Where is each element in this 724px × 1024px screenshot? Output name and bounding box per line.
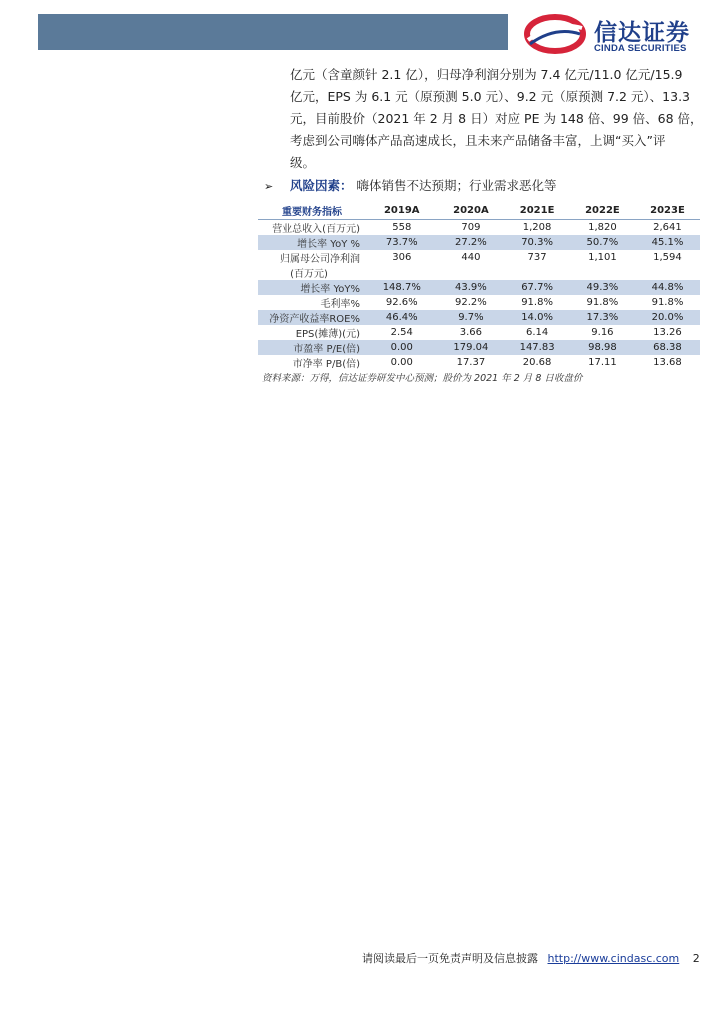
bullet-arrow-icon: ➢ [264,180,274,193]
column-header: 2023E [635,202,700,220]
table-row [258,250,700,265]
table-cell: 558 [392,222,412,233]
table-cell [635,265,700,280]
table-cell: 92.6% [385,297,418,308]
cinda-emblem-icon [522,12,588,56]
table-cell: 0.00 [366,340,438,355]
table-cell: 92.2% [455,297,487,308]
table-cell: 13.68 [653,357,682,368]
table-cell: 179.04 [438,340,505,355]
website-link[interactable]: http://www.cindasc.com [547,952,680,965]
table-cell: 20.68 [522,357,552,368]
table-cell: 43.9% [438,280,505,295]
table-cell: 2,641 [653,222,682,233]
column-header: 2019A [366,202,438,220]
table-cell: 1,101 [588,252,617,263]
table-row [258,220,700,236]
table-row [258,295,700,310]
row-label: 毛利率% [320,299,360,310]
table-cell: 17.37 [456,357,486,368]
header-bar [38,14,508,50]
row-label: 市净率 P/B(倍) [292,359,360,370]
table-cell [504,265,570,280]
column-header: 重要财务指标 [258,202,366,220]
table-cell [366,265,438,280]
table-row [258,310,700,325]
body-line: 亿元，EPS 为 6.1 元（原预测 5.0 元）、9.2 元（原预测 7.2 元）、13.3 [290,89,691,104]
row-label: 净资产收益率ROE% [258,310,366,325]
body-line: 元，目前股价（2021 年 2 月 8 日）对应 PE 为 148 倍、99 倍、68 倍， [290,111,703,126]
table-cell: 440 [461,252,481,263]
table-cell: 68.38 [635,340,700,355]
table-header-row [258,202,700,220]
risk-text: 嗨体销售不达预期；行业需求恶化等 [356,178,557,193]
table-cell: 91.8% [586,297,619,308]
row-label: 增长率 YoY% [258,280,366,295]
table-row [258,265,700,280]
risk-title: 风险因素： [289,178,353,193]
table-cell: 6.14 [525,327,549,338]
body-line: 亿元（含童颜针 2.1 亿），归母净利润分别为 7.4 亿元/11.0 亿元/15.9 [290,67,683,82]
row-label-unit: (百万元) [290,269,328,280]
table-cell: 1,594 [653,252,682,263]
table-row [258,280,700,295]
table-cell: 9.16 [591,327,614,338]
table-cell: 49.3% [570,280,635,295]
table-cell: 9.7% [438,310,505,325]
table-row [258,235,700,250]
cinda-logo [522,12,702,56]
table-cell: 17.11 [588,357,617,368]
table-cell: 45.1% [635,235,700,250]
financial-table [258,202,700,370]
column-header: 2022E [570,202,635,220]
table-cell: 20.0% [635,310,700,325]
table-cell: 306 [392,252,412,263]
row-label: 归属母公司净利润 [280,254,360,265]
table-cell: 17.3% [570,310,635,325]
table-cell [570,265,635,280]
page-number: 2 [692,952,700,965]
table-cell: 91.8% [521,297,553,308]
body-line: 级。 [290,155,316,170]
table-cell: 50.7% [570,235,635,250]
table-cell: 27.2% [438,235,505,250]
table-cell: 46.4% [366,310,438,325]
table-cell: 148.7% [366,280,438,295]
table-cell: 1,208 [522,222,552,233]
table-cell: 0.00 [390,357,413,368]
table-cell: 2.54 [390,327,413,338]
table-row [258,325,700,340]
table-cell: 737 [527,252,547,263]
table-cell: 73.7% [366,235,438,250]
body-line: 考虑到公司嗨体产品高速成长，且未来产品储备丰富，上调“买入”评 [290,133,666,148]
table-cell [438,265,505,280]
table-cell: 44.8% [635,280,700,295]
table-cell: 91.8% [651,297,684,308]
logo-chinese-name: 信达证券 [594,20,690,46]
row-label: EPS(摊薄)(元) [295,329,360,340]
table-cell: 13.26 [653,327,682,338]
risk-factors [264,176,557,194]
row-label: 营业总收入(百万元) [272,224,360,235]
row-label: 增长率 YoY % [258,235,366,250]
column-header: 2020A [438,202,505,220]
page-footer [362,950,700,966]
table-row [258,355,700,370]
table-cell: 67.7% [504,280,570,295]
body-paragraph [290,64,703,174]
table-cell: 1,820 [588,222,617,233]
disclaimer-text: 请阅读最后一页免责声明及信息披露 [362,952,538,965]
column-header: 2021E [504,202,570,220]
source-note: 资料来源：万得，信达证券研发中心预测；股价为 2021 年 2 月 8 日收盘价 [262,373,583,384]
row-label: 市盈率 P/E(倍) [258,340,366,355]
table-cell: 3.66 [459,327,483,338]
table-cell: 147.83 [504,340,570,355]
table-cell: 14.0% [504,310,570,325]
table-cell: 709 [461,222,481,233]
table-cell: 70.3% [504,235,570,250]
table-cell: 98.98 [570,340,635,355]
logo-english-name: CINDA SECURITIES [594,43,687,54]
table-row [258,340,700,355]
